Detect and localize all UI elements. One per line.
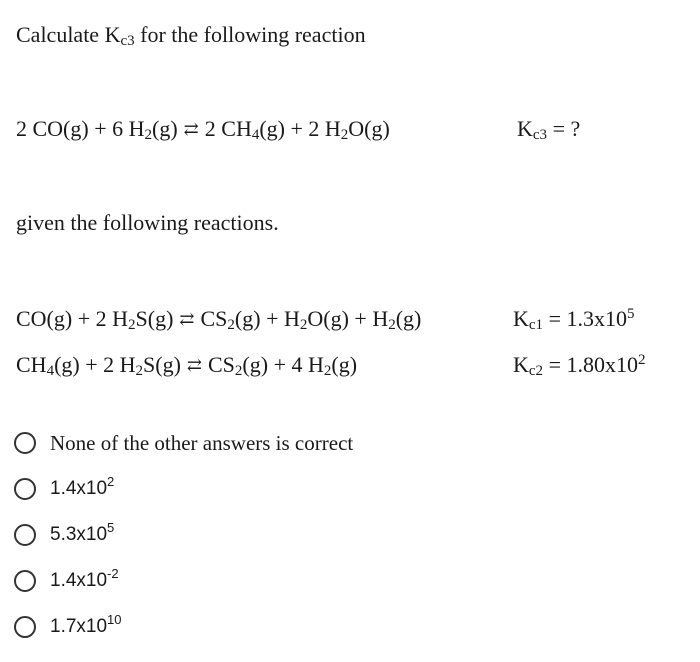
option-exponent: 2 <box>107 474 115 489</box>
reaction-text: CO(g) + 2 H <box>16 306 129 331</box>
k-label: K <box>513 352 529 377</box>
option-base: 1.7x10 <box>50 616 108 637</box>
k-subscript: c1 <box>528 317 544 333</box>
option-1-4e2[interactable] <box>14 466 353 512</box>
target-k <box>517 116 581 143</box>
reaction-text: (g) <box>152 116 178 141</box>
option-5-3e5[interactable] <box>14 512 353 558</box>
radio-button[interactable] <box>14 432 36 454</box>
reaction-text: (g) + 4 H <box>242 352 324 377</box>
option-label <box>50 520 115 546</box>
target-reaction <box>16 116 390 143</box>
option-base: None of the other answers is correct <box>50 430 354 455</box>
equilibrium-arrow-icon: ⇄ <box>183 119 199 139</box>
option-label <box>50 612 122 638</box>
reaction-text: 2 CO(g) + 6 H <box>16 116 145 141</box>
k-value: = ? <box>547 116 581 141</box>
option-none-correct[interactable] <box>14 420 353 466</box>
option-label <box>50 431 353 456</box>
given-text: given the following reactions. <box>16 210 279 235</box>
reaction-subscript: 2 <box>227 317 235 333</box>
reaction-text: (g) + 2 H <box>54 352 136 377</box>
radio-button[interactable] <box>14 570 36 592</box>
question-pre: Calculate K <box>16 22 121 47</box>
k-exponent: 2 <box>637 352 646 368</box>
k-value: = 1.3x10 <box>543 306 627 331</box>
answer-options <box>14 420 353 650</box>
reaction-subscript: 2 <box>144 127 153 143</box>
reaction-text: (g) <box>395 306 422 331</box>
reaction-2-k <box>513 352 646 379</box>
reaction-1-k <box>513 306 635 333</box>
reaction-text: S(g) <box>143 352 181 377</box>
reaction-text: S(g) <box>135 306 174 331</box>
reaction-subscript: 2 <box>340 127 349 143</box>
k-value: = 1.80x10 <box>543 352 638 377</box>
question-post: for the following reaction <box>134 22 366 47</box>
reaction-text: CS <box>208 352 235 377</box>
reaction-text: O(g) <box>348 116 390 141</box>
option-exponent: 10 <box>107 612 122 627</box>
reaction-1 <box>16 306 422 333</box>
question-text <box>16 22 366 49</box>
k-label: K <box>517 116 533 141</box>
reaction-subscript: 2 <box>323 363 332 379</box>
reaction-text: (g) + H <box>234 306 300 331</box>
k-subscript: c3 <box>532 127 548 143</box>
option-base: 5.3x10 <box>50 524 108 545</box>
option-1-4e-2[interactable] <box>14 558 353 604</box>
option-1-7e10[interactable] <box>14 604 353 650</box>
reaction-text: O(g) + H <box>307 306 389 331</box>
k-exponent: 5 <box>626 306 635 322</box>
reaction-subscript: 2 <box>299 317 308 333</box>
equilibrium-arrow-icon: ⇄ <box>179 309 195 329</box>
reaction-subscript: 4 <box>251 127 260 143</box>
k-subscript: c2 <box>528 363 544 379</box>
option-label <box>50 474 115 500</box>
reaction-text: 2 CH <box>204 116 252 141</box>
reaction-text: CH <box>16 352 47 377</box>
reaction-text: (g) + 2 H <box>259 116 341 141</box>
option-base: 1.4x10 <box>50 570 108 591</box>
option-exponent: -2 <box>107 566 119 581</box>
reaction-text: CS <box>200 306 228 331</box>
question-sub: c3 <box>120 33 135 49</box>
option-label <box>50 566 119 592</box>
equilibrium-arrow-icon: ⇄ <box>186 355 202 375</box>
reaction-subscript: 2 <box>135 363 144 379</box>
radio-button[interactable] <box>14 478 36 500</box>
reaction-subscript: 2 <box>128 317 136 333</box>
reaction-subscript: 4 <box>46 363 55 379</box>
reaction-subscript: 2 <box>388 317 396 333</box>
radio-button[interactable] <box>14 524 36 546</box>
reaction-2 <box>16 352 358 379</box>
reaction-subscript: 2 <box>234 363 243 379</box>
option-base: 1.4x10 <box>50 478 108 499</box>
k-label: K <box>513 306 529 331</box>
option-exponent: 5 <box>107 520 115 535</box>
radio-button[interactable] <box>14 616 36 638</box>
reaction-text: (g) <box>331 352 358 377</box>
